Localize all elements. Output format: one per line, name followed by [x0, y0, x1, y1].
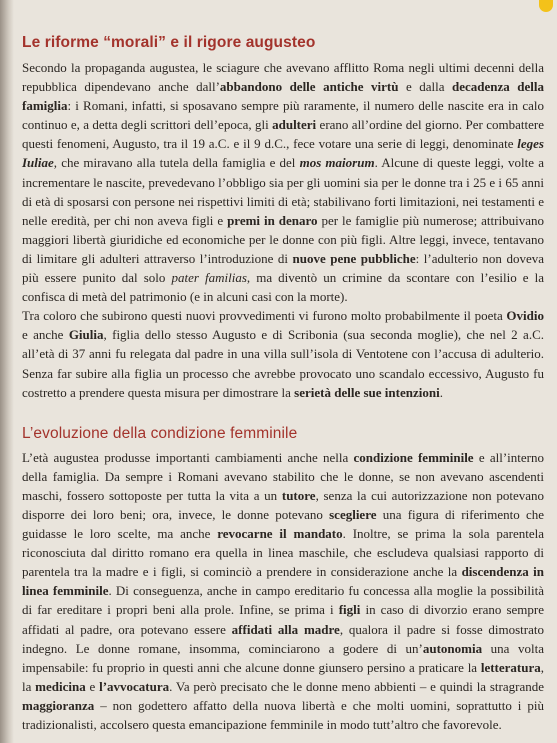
emphasis-bold: Ovidio	[506, 308, 544, 324]
emphasis-bold: discendenza in linea femminile	[22, 564, 544, 599]
emphasis-bold: autonomia	[422, 640, 483, 656]
emphasis-bold: l’avvocatura	[99, 678, 170, 694]
emphasis-bold: medicina	[35, 678, 86, 694]
emphasis-bold: scegliere	[329, 506, 377, 522]
text-run: : i Romani, infatti, si sposavano sempre più raramente, il numero delle nascite era in calo continuo e, a detta degli scrittori dell’epoca, gli	[22, 98, 544, 133]
emphasis-bold: Giulia	[68, 327, 104, 343]
text-run: Tra coloro che subirono questi nuovi provvedimenti vi furono molto probabilmente il poeta	[22, 308, 507, 324]
text-run: : l’adulterio non doveva più essere punito dal solo	[22, 250, 544, 286]
emphasis-bold: affidati alla madre	[231, 621, 340, 637]
emphasis-bold: condizione femminile	[353, 449, 474, 465]
emphasis-bold: tutore	[281, 487, 316, 503]
emphasis-bold: figli	[338, 602, 361, 618]
corner-marker	[539, 0, 553, 12]
text-run: erano all’ordine del giorno. Per combattere questi fenomeni, Augusto, tra il 19 a.C. e il 9 d.C., fece votare una serie di leggi, denominate	[22, 117, 544, 152]
text-run: . Inoltre, se prima la sola parentela riconosciuta dal diritto romano era quella in linea maschile, che escludeva qualsiasi rapporto di parentela tra la madre e i figli, si cominciò a prendere in considerazione anche la	[22, 526, 544, 580]
text-run: , la	[22, 659, 544, 694]
section-title-condizione-femminile: L’evoluzione della condizione femminile	[22, 424, 298, 442]
page-binding-shadow	[0, 0, 14, 743]
text-run: e	[85, 678, 100, 694]
text-run: Secondo la propaganda augustea, le sciagure che avevano afflitto Roma negli ultimi decenni della repubblica dipendevano anche dall’	[22, 60, 544, 95]
text-run: , senza la cui autorizzazione non potevano disporre dei loro beni; ora, invece, le donne potevano	[22, 487, 544, 522]
text-run: , che miravano alla tutela della famiglia e del	[53, 155, 300, 171]
emphasis-bold-italic: mos maiorum	[299, 155, 375, 171]
text-run: L’età augustea produsse importanti cambiamenti anche nella	[22, 449, 354, 465]
text-run: una figura di riferimento che guidasse le loro scelte, ma anche	[22, 506, 544, 542]
text-run: , qualora il padre si fosse dimostrato indegno. Le donne romane, insomma, cominciarono a godere di un’	[22, 621, 545, 656]
text-run: . Alcune di queste leggi, volte a incrementare le nascite, prevedevano l’obbligo sia per gli uomini sia per le donne tra i 25 e i 65 anni di età di sposarsi con persone nei rispettivi limiti di età; stabilivano forti limitazioni, nei testamenti e nelle eredità, per chi non aveva figli e	[22, 155, 544, 228]
text-run: . Di conseguenza, anche in campo ereditario fu concessa alla moglie la possibilità di far ereditare i propri beni alla prole. Infine, se prima i	[22, 583, 544, 618]
emphasis-bold: maggioranza	[22, 697, 95, 713]
text-run: e anche	[22, 327, 69, 343]
text-run: , ma diventò un crimine da scontare con l’esilio e la confisca di metà del patrimonio (e in alcuni casi con la morte).	[22, 270, 544, 305]
emphasis-bold: decadenza della famiglia	[22, 79, 544, 114]
text-run: in caso di divorzio erano sempre affidati al padre, ora potevano essere	[22, 602, 545, 637]
paragraph-condizione-femminile	[22, 448, 544, 734]
text-run: una volta impensabile: fu proprio in questi anni che alcune donne giunsero persino a praticare la	[22, 640, 544, 675]
paragraph-riforme-2	[22, 306, 544, 401]
emphasis-bold: serietà delle sue intenzioni	[294, 384, 440, 400]
emphasis-italic: pater familias	[171, 270, 247, 286]
text-run: e all’interno della famiglia. Da sempre i Romani avevano stabilito che le donne, se non avevano ascendenti maschi, fossero sottoposte per tutta la vita a un	[22, 449, 544, 503]
page-content	[22, 34, 544, 734]
emphasis-bold: letteratura	[480, 659, 541, 675]
text-run: per le famiglie più numerose; attribuivano maggiori libertà giuridiche ed economiche per le donne con più figli. Altre leggi, invece, tentavano di limitare gli adulteri attraverso l’introduzione di	[22, 212, 544, 266]
text-run: . Va però precisato che le donne meno abbienti – e quindi la stragrande	[169, 678, 544, 694]
text-run: .	[439, 384, 443, 400]
emphasis-bold: nuove pene pubbliche	[292, 250, 416, 266]
text-run: , figlia dello stesso Augusto e di Scribonia (sua seconda moglie), che nel 2 a.C. all’età di 37 anni fu relegata dal padre in una villa sull’isola di Ventotene con l’accusa di adulterio. Senza far subire alla figlia un processo che avrebbe provocato uno scandalo eccessivo, Augusto fu costretto a prendere questa misura per dimostrare la	[22, 327, 544, 400]
emphasis-bold-italic: leges Iuliae	[22, 136, 544, 171]
emphasis-bold: premi in denaro	[227, 212, 318, 228]
text-run: e dalla	[398, 79, 452, 95]
emphasis-bold: abbandono delle antiche virtù	[219, 79, 399, 95]
text-run: – non godettero affatto della nuova libertà e che molti uomini, soprattutto i più tradizionalisti, accolsero questa emancipazione femminile in modo tutt’altro che favorevole.	[22, 697, 544, 732]
paragraph-riforme-1	[22, 58, 544, 306]
section-title-riforme-morali: Le riforme “morali” e il rigore augusteo	[22, 34, 316, 51]
emphasis-bold: revocarne il mandato	[217, 526, 343, 542]
emphasis-bold: adulteri	[272, 117, 317, 133]
